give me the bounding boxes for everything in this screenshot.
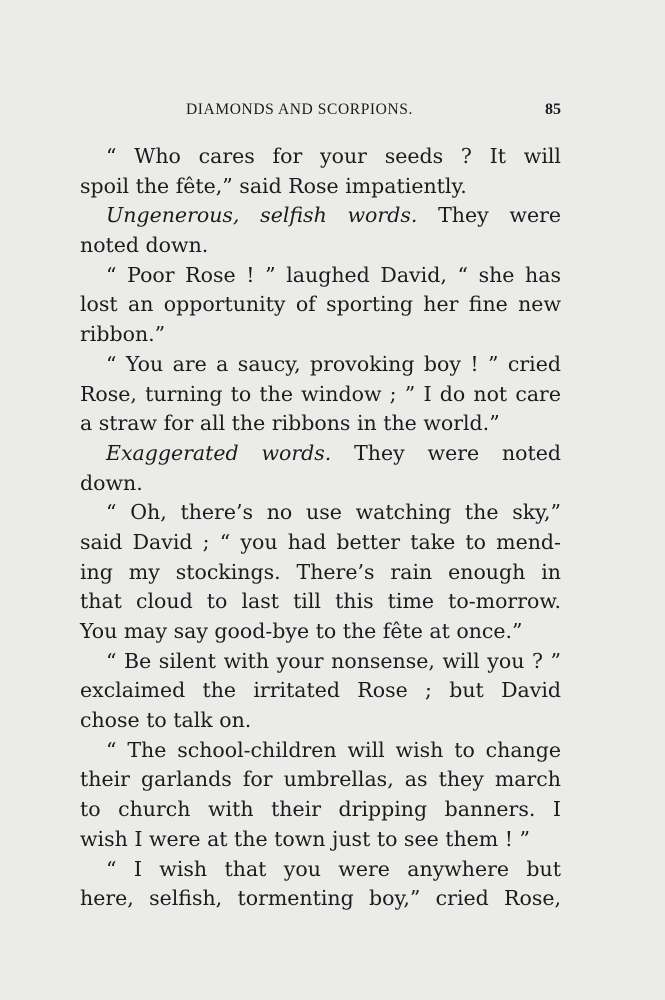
text-run: exclaimed the irritated Rose ; but David [80, 678, 561, 703]
text-line [80, 231, 561, 261]
text-line [80, 558, 561, 588]
text-line [80, 587, 561, 617]
text-line [80, 290, 561, 320]
text-line [80, 706, 561, 736]
text-run: You may say good-bye to the fête at once.” [80, 619, 523, 643]
text-run: chose to talk on. [80, 708, 252, 733]
text-run: down. [80, 470, 143, 495]
text-line [80, 439, 561, 469]
running-head [80, 101, 561, 121]
text-line [80, 528, 561, 558]
text-line [80, 350, 561, 380]
text-run: “ I wish that you were anywhere but [106, 856, 561, 881]
text-run: “ The school-children will wish to change [106, 737, 561, 762]
text-line [80, 469, 561, 499]
text-run: “ Who cares for your seeds ? It will [106, 144, 561, 168]
text-line [80, 261, 561, 291]
running-head-title: DIAMONDS AND SCORPIONS. [186, 101, 413, 118]
text-line [80, 795, 561, 825]
text-line [80, 855, 561, 885]
text-run: wish I were at the town just to see them ! ” [80, 826, 530, 851]
text-line [80, 172, 561, 202]
text-line [80, 142, 561, 172]
text-run: lost an opportunity of sporting her fine new [80, 292, 561, 317]
text-run: their garlands for umbrellas, as they march [80, 767, 561, 792]
text-run: ing my stockings. There’s rain enough in [80, 559, 561, 584]
text-line [80, 884, 561, 914]
text-line [80, 201, 561, 231]
text-run: “ Oh, there’s no use watching the sky,” [106, 500, 561, 525]
text-run: noted down. [80, 233, 209, 258]
text-run: “ Poor Rose ! ” laughed David, “ she has [106, 262, 561, 287]
text-line [80, 380, 561, 410]
text-run: ribbon.” [80, 322, 166, 347]
text-line [80, 409, 561, 439]
text-run: to church with their dripping banners. I [80, 797, 561, 822]
body-text [80, 142, 561, 914]
text-line [80, 736, 561, 766]
text-line [80, 765, 561, 795]
text-run: spoil the fête,” said Rose impatiently. [80, 173, 467, 198]
text-line [80, 647, 561, 677]
text-run: here, selfish, tormenting boy,” cried Rose, [80, 886, 561, 911]
text-line [80, 320, 561, 350]
text-run: “ Be silent with your nonsense, will you ? ” [106, 648, 561, 673]
text-run: They were noted [331, 440, 561, 465]
text-run: said David ; “ you had better take to mend- [80, 529, 561, 554]
text-line [80, 617, 561, 647]
text-line [80, 676, 561, 706]
text-run: a straw for all the ribbons in the world.” [80, 411, 500, 436]
italic-phrase: Ungenerous, selfish words. [106, 203, 418, 228]
page-number: 85 [545, 101, 561, 118]
text-line [80, 825, 561, 855]
text-run: They were [417, 203, 562, 228]
text-line [80, 498, 561, 528]
text-run: Rose, turning to the window ; ” I do not care [80, 381, 561, 406]
text-run: “ You are a saucy, provoking boy ! ” cried [106, 351, 561, 376]
italic-phrase: Exaggerated words. [106, 440, 332, 465]
text-run: that cloud to last till this time to-morrow. [80, 589, 561, 614]
